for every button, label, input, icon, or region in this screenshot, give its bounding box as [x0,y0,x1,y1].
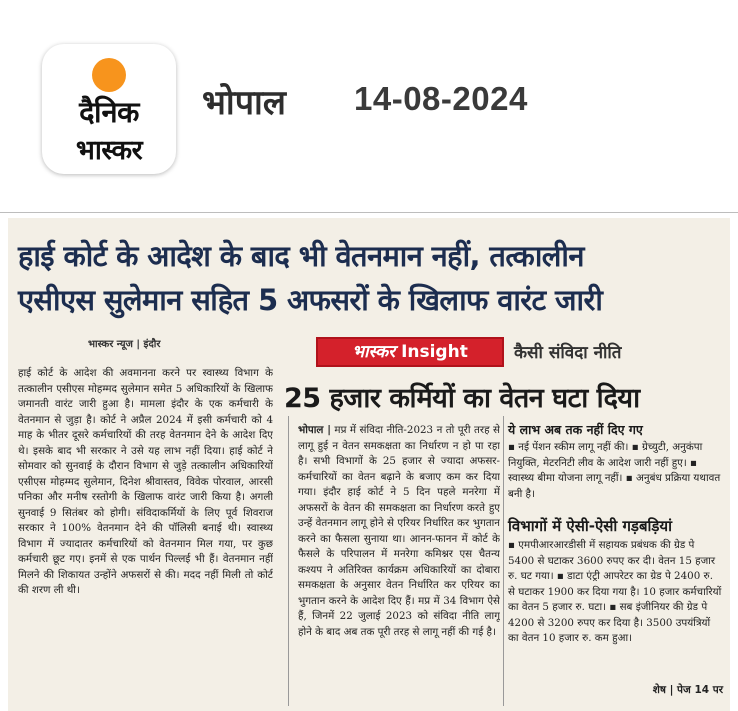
middle-column-text: मप्र में संविदा नीति-2023 न तो पूरी तरह से लागू हुई न वेतन समकक्षता का निर्धारण न हो पा रहा है। सभी विभागों के 25 हजार से ज्यादा अफसर-कर्मचारियों का वेतन बढ़ाने के बजाए कम कर दिया गया। इंदौर हाई कोर्ट ने 5 दिन पहले मनरेगा में अफसरों के वेतन की समकक्षता का निर्धारण करते हुए उन्हें वेतनमान लागू होने से एरियर निर्धारित कर भुगतान करने का फैसला सुनाया था। आनन-फानन में कोर्ट के फैसले के परिपालन में मनरेगा कमिश्नर एस चैतन्य कश्यप ने अतिरिक्त कार्यक्रम अधिकारियों का दोबारा समकक्षता के अनुसार वेतन निर्धारित कर एरियर का भुगतान करने के आदेश दिए हैं। मप्र में 34 विभाग ऐसे हैं, जिनमें 22 जुलाई 2023 को संविदा नीति लागू होने के बाद अब तक पूरी तरह से लागू नहीं की गई है। [298,424,500,638]
sidebar-text-irregularities: ▪ एमपीआरआरडीसी में सहायक प्रबंधक की ग्रेड पे 5400 से घटाकर 3600 रुपए कर दी। वेतन 15 हजार रु. घट गया। ▪ डाटा एंट्री आपरेटर का ग्रेड पे 2400 रु. से घटाकर 1900 कर दिया गया है। 10 हजार कर्मचारियों का वेतन 5 हजार रु. घटा। ▪ सब इंजीनियर की ग्रेड पे 4200 से 3200 रुपए कर दिया है। 3500 उपयंत्रियों का वेतन 10 हजार रु. कम हुआ। [508,539,722,644]
newspaper-clipping [8,218,730,711]
sun-icon [92,58,126,92]
header-divider [0,212,738,213]
bhaskar-insight-badge [316,337,504,367]
headline-line-2: एसीएस सुलेमान सहित 5 अफसरों के खिलाफ वारंट जारी [18,283,603,317]
edition-date: 14-08-2024 [354,80,528,117]
logo-text-dainik: दैनिक [79,95,139,129]
headline-line-1: हाई कोर्ट के आदेश के बाद भी वेतनमान नहीं, तत्कालीन [18,239,584,273]
column-divider [288,416,289,706]
sidebar-heading-irregularities: विभागों में ऐसी-ऐसी गड़बड़ियां [508,517,673,535]
byline: भास्कर न्यूज | इंदौर [88,339,161,350]
column-divider [503,416,504,706]
dainik-bhaskar-logo [42,44,176,174]
insight-label: Insight [401,342,468,362]
left-column-text: हाई कोर्ट के आदेश की अवमानना करने पर स्वास्थ्य विभाग के तत्कालीन एसीएस मोहम्मद सुलेमान समेत 5 अधिकारियों के खिलाफ जमानती वारंट जारी हुआ है। मामला इंदौर के एक कर्मचारी के वेतनमान से जुड़ा है। कोर्ट ने अप्रैल 2024 में इसी कर्मचारी को 4 माह के भीतर दूसरे कर्मचारियों की तरह वेतनमान देने के आदेश दिए थे। इसके बाद भी सरकार ने उसे यह लाभ नहीं दिया। हाई कोर्ट ने सोमवार को सुनवाई के दौरान विभाग से जुड़े तत्कालीन अधिकारियों एसीएस मोहम्मद सुलेमान, दिनेश श्रीवास्तव, विवेक पोरवाल, आरसी पनिका और मनीष रस्तोगी के खिलाफ वारंट जारी किया है। अगली सुनवाई 9 सितंबर को होगी। संविदाकर्मियों के लिए पूर्व शिवराज सरकार ने 100% वेतनमान देने की पॉलिसी बनाई थी। स्वास्थ्य विभाग में ज्यादातर कर्मचारियों को वेतनमान मिल गया, पर कुछ कर्मचारी छूट गए। इनमें से एक पार्थन पिल्लई भी हैं। वेतनमान नहीं मिलने की शिकायत उन्होंने अफसरों से की। मदद नहीं मिली तो कोर्ट की शरण ली थी। [18,367,273,596]
continued-on-page: शेष | पेज 14 पर [650,682,726,698]
edition-city: भोपाल [202,83,286,123]
insight-topic: कैसी संविदा नीति [514,343,622,363]
logo-text-bhaskar: भास्कर [75,135,143,166]
insight-brand: भास्कर [352,342,396,362]
sidebar-text-benefits: ▪ नई पेंशन स्कीम लागू नहीं की। ▪ ग्रेच्युटी, अनुकंपा नियुक्ति, मेटरनिटी लीव के आदेश जारी नहीं हुए। ▪ स्वास्थ्य बीमा योजना लागू नहीं। ▪ अनुबंध प्रक्रिया यथावत बनी है। [508,441,721,500]
sub-headline: 25 हजार कर्मियों का वेतन घटा दिया [284,383,640,414]
middle-column [298,423,500,711]
sidebar-heading-benefits: ये लाभ अब तक नहीं दिए गए [508,422,643,437]
dateline: भोपाल | [298,424,331,436]
